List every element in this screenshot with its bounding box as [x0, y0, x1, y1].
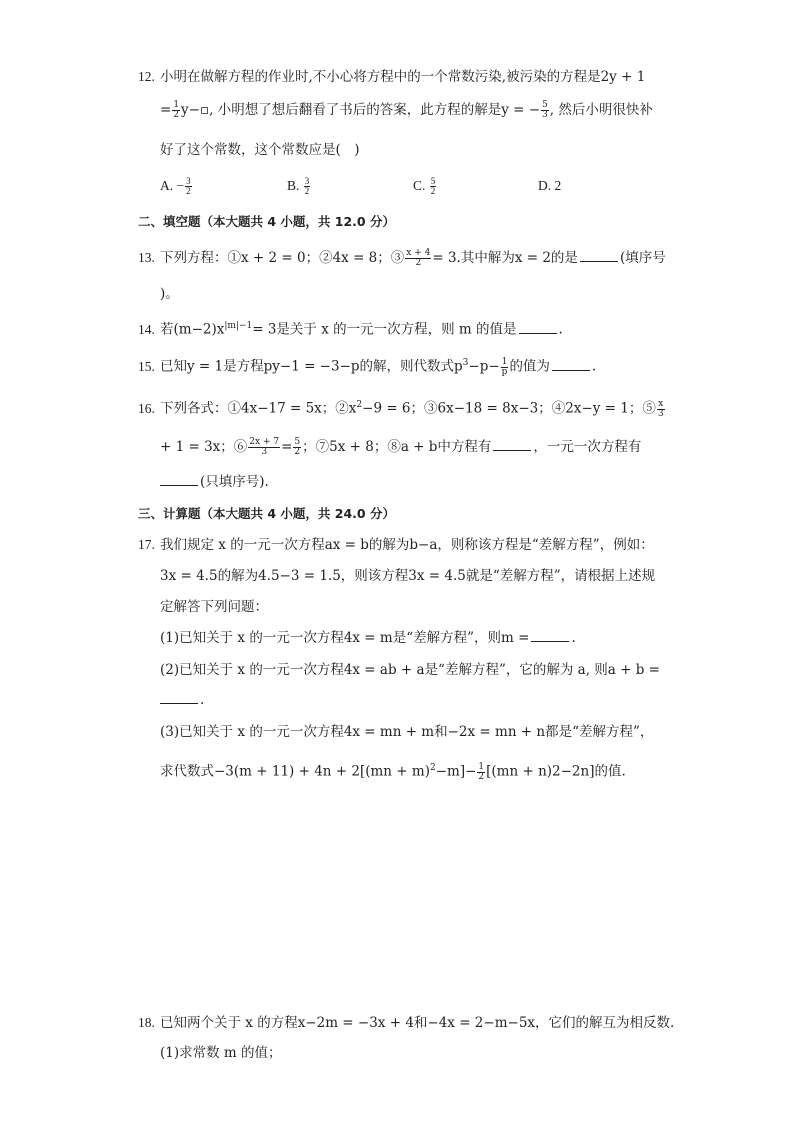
- q17-part3: (3)已知关于 x 的一元一次方程4x = mn + m和−2x = mn + n都是“差解方程”，: [160, 724, 654, 740]
- q12-option-d: D. 2: [538, 178, 562, 193]
- q12-option-a: A. − $\frac{3}{2}$: [160, 176, 191, 197]
- q17-part2-blank: .: [160, 690, 204, 710]
- q16-line3: (只填序号).: [160, 472, 269, 492]
- q12-line3: 好了这个常数，这个常数应是( ): [160, 142, 360, 158]
- q17-line3: 定解答下列问题：: [160, 599, 268, 615]
- q14: 14. 若$(m-2)x^{|m|-1}= 3$是关于 x 的一元一次方程，则 m 的值是 .: [138, 321, 563, 338]
- q12-line1: 12. 小明在做解方程的作业时,不小心将方程中的一个常数污染,被污染的方程是2y + 1: [138, 69, 646, 85]
- answer-blank[interactable]: [519, 321, 557, 334]
- q13-line2: )。: [160, 286, 179, 302]
- answer-blank[interactable]: [160, 473, 198, 486]
- answer-blank[interactable]: [580, 249, 618, 262]
- q12-option-c: C. $\frac{5}{2}$: [413, 176, 436, 197]
- fraction: $\frac{1}{2}$: [173, 100, 180, 120]
- answer-blank[interactable]: [531, 629, 569, 642]
- answer-blank[interactable]: [160, 691, 198, 704]
- q16-line1: 16. 下列各式：①4x−17 = 5x；$②x^2-9 = 6$；③6x−18 = 8x−3；④2x−y = 1；⑤ $\frac{x}{3}$: [138, 398, 664, 419]
- q12-option-b: B. $\frac{3}{2}$: [287, 176, 310, 197]
- section-heading-fill-in: 二、填空题（本大题共 4 小题，共 12.0 分）: [138, 214, 395, 229]
- answer-blank[interactable]: [493, 438, 531, 451]
- q17-part3-expression: 求代数式−3(m + 11) + 4n + 2[(mn + m)$^2$−m]− $\frac{1}{2}$ [(mn + n)2−2n]的值.: [160, 761, 626, 782]
- q17-line2: 3x = 4.5的解为4.5−3 = 1.5，则该方程3x = 4.5就是“差解方程”，请根据上述规: [160, 568, 656, 584]
- answer-blank[interactable]: [552, 358, 590, 371]
- q17-part1: (1)已知关于 x 的一元一次方程4x = m是“差解方程”，则m = .: [160, 630, 576, 646]
- fraction: $\frac{5}{3}$: [542, 100, 548, 120]
- q15: 15. 已知y = 1是方程py−1 = −3−p的解，则代数式$p^3-p-$ $\frac{1}{p}$ 的值为 .: [138, 356, 597, 377]
- q17-line1: 17. 我们规定 x 的一元一次方程ax = b的解为b−a，则称该方程是“差解方程”，例如：: [138, 537, 654, 553]
- q18-line1: 18. 已知两个关于 x 的方程x−2m = −3x + 4和−4x = 2−m−5x，它们的解互为相反数.: [138, 1015, 675, 1031]
- q12-line2: = $\frac{1}{2}$ y−▫, 小明想了想后翻看了书后的答案，此方程的解是y = − $\frac{5}{3}$ , 然后小明很快补: [160, 100, 653, 120]
- q13-line1: 13. 下列方程：①x + 2 = 0；②4x = 8；③ $\frac{x + 4}{2}$ = 3.其中解为x = 2的是 (填序号: [138, 248, 666, 268]
- q17-part2: (2)已知关于 x 的一元一次方程4x = ab + a是“差解方程”，它的解为 a, 则a + b =: [160, 662, 660, 678]
- section-heading-calculation: 三、计算题（本大题共 4 小题，共 24.0 分）: [138, 506, 395, 521]
- q18-line2: (1)求常数 m 的值；: [160, 1045, 282, 1061]
- q16-line2: + 1 = 3x；⑥ $\frac{2x + 7}{3}$ = $\frac{5}{2}$ ；⑦5x + 8；⑧a + b中方程有 ，一元一次方程有: [160, 437, 642, 457]
